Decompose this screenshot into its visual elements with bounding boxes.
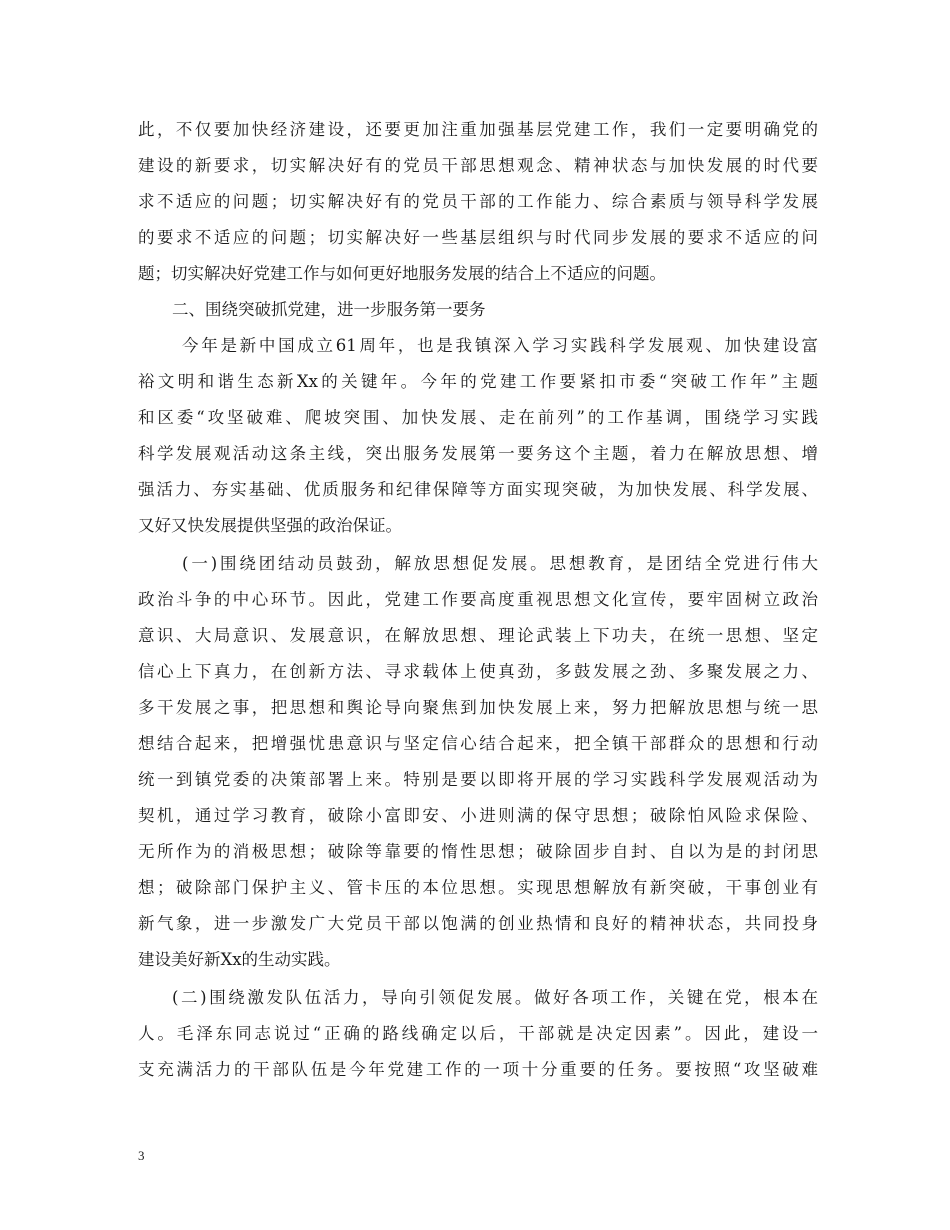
text-line: 统一到镇党委的决策部署上来。特别是要以即将开展的学习实践科学发展观活动为 xyxy=(138,770,818,789)
text-line: 的要求不适应的问题；切实解决好一些基层组织与时代同步发展的要求不适应的问 xyxy=(138,228,818,247)
text-line: 此，不仅要加快经济建设，还要更加注重加强基层党建工作，我们一定要明确党的 xyxy=(138,120,818,139)
text-line: 题；切实解决好党建工作与如何更好地服务发展的结合上不适应的问题。 xyxy=(138,264,666,283)
subsection-paragraph-start: (二)围绕激发队伍活力，导向引领促发展。做好各项工作，关键在党，根本在 xyxy=(172,988,818,1007)
text-line: 政治斗争的中心环节。因此，党建工作要高度重视思想文化宣传，要牢固树立政治 xyxy=(138,590,818,609)
text-line: 裕文明和谐生态新Xx的关键年。今年的党建工作要紧扣市委“突破工作年”主题 xyxy=(138,372,818,391)
text-line: 意识、大局意识、发展意识，在解放思想、理论武装上下功夫，在统一思想、坚定 xyxy=(138,626,818,645)
text-line: 人。毛泽东同志说过“正确的路线确定以后，干部就是决定因素”。因此，建设一 xyxy=(138,1024,818,1043)
section-heading: 二、围绕突破抓党建，进一步服务第一要务 xyxy=(172,300,486,319)
text-line: 无所作为的消极思想；破除等靠要的惰性思想；破除固步自封、自以为是的封闭思 xyxy=(138,842,818,861)
text-line: 强活力、夯实基础、优质服务和纪律保障等方面实现突破，为加快发展、科学发展、 xyxy=(138,480,818,499)
text-line: 契机，通过学习教育，破除小富即安、小进则满的保守思想；破除怕风险求保险、 xyxy=(138,806,818,825)
text-line: 和区委“攻坚破难、爬坡突围、加快发展、走在前列”的工作基调，围绕学习实践 xyxy=(138,408,818,427)
page-number: 3 xyxy=(138,1148,145,1163)
text-line: 求不适应的问题；切实解决好有的党员干部的工作能力、综合素质与领导科学发展 xyxy=(138,192,818,211)
text-line: 新气象，进一步激发广大党员干部以饱满的创业热情和良好的精神状态，共同投身 xyxy=(138,914,818,933)
text-line: 多干发展之事，把思想和舆论导向聚焦到加快发展上来，努力把解放思想与统一思 xyxy=(138,698,818,717)
text-line: 科学发展观活动这条主线，突出服务发展第一要务这个主题，着力在解放思想、增 xyxy=(138,444,818,463)
text-line: 信心上下真力，在创新方法、寻求载体上使真劲，多鼓发展之劲、多聚发展之力、 xyxy=(138,662,818,681)
document-body xyxy=(138,112,818,1088)
text-line: 今年是新中国成立61周年，也是我镇深入学习实践科学发展观、加快建设富 xyxy=(182,336,818,355)
text-line: 支充满活力的干部队伍是今年党建工作的一项十分重要的任务。要按照“攻坚破难 xyxy=(138,1060,818,1079)
text-line: 想结合起来，把增强忧患意识与坚定信心结合起来，把全镇干部群众的思想和行动 xyxy=(138,734,818,753)
text-line: 想；破除部门保护主义、管卡压的本位思想。实现思想解放有新突破，干事创业有 xyxy=(138,878,818,897)
subsection-paragraph-start: (一)围绕团结动员鼓劲，解放思想促发展。思想教育，是团结全党进行伟大 xyxy=(182,554,818,573)
text-line: 建设美好新Xx的生动实践。 xyxy=(138,950,341,969)
text-line: 建设的新要求，切实解决好有的党员干部思想观念、精神状态与加快发展的时代要 xyxy=(138,156,818,175)
text-line: 又好又快发展提供坚强的政治保证。 xyxy=(138,516,402,535)
